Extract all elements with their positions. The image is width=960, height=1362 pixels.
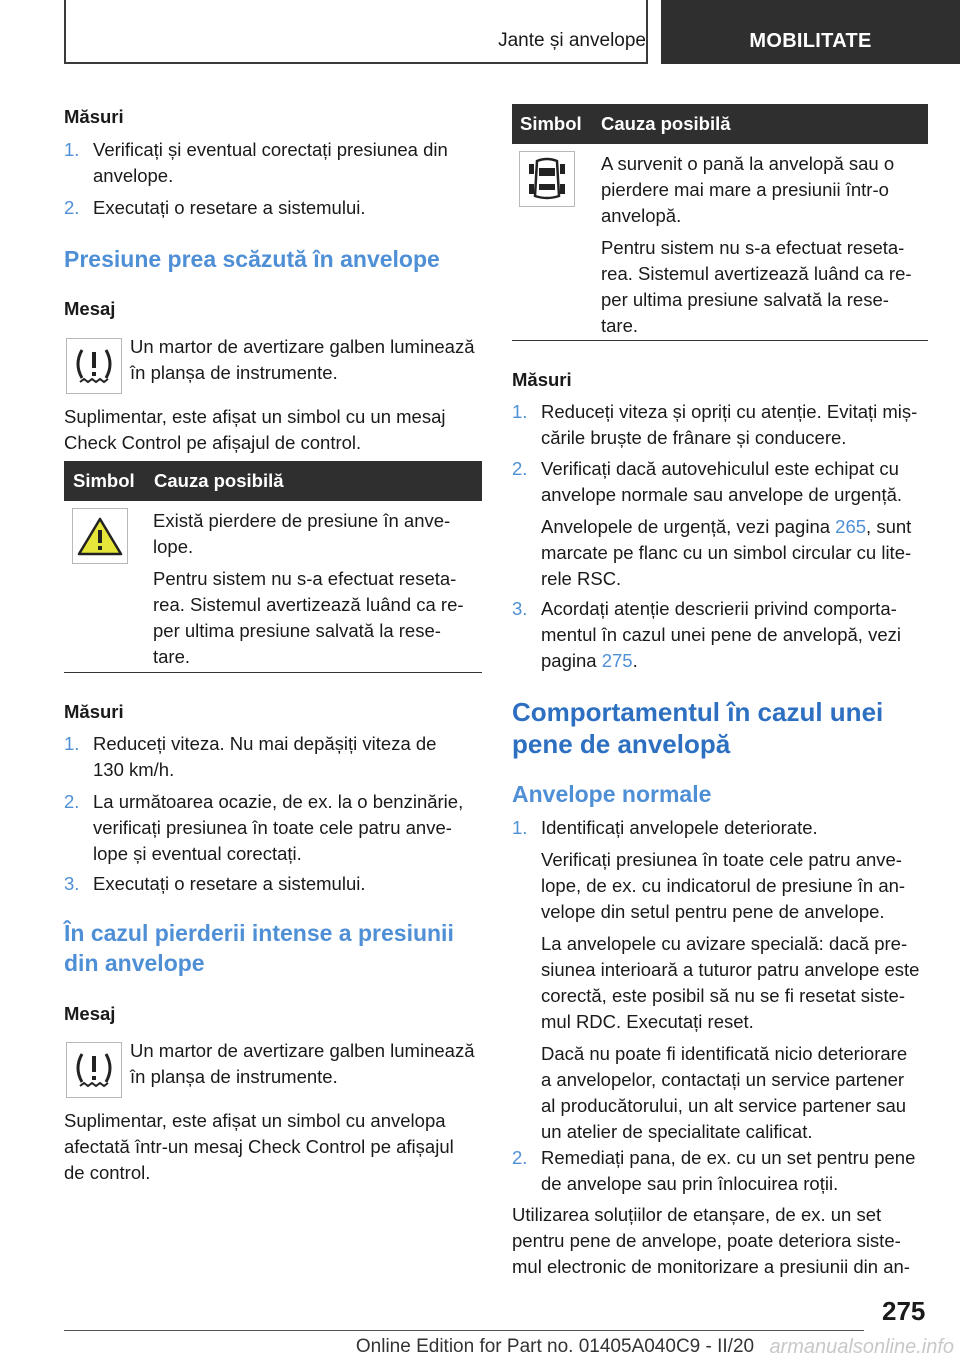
step-number: 1.	[512, 817, 528, 838]
info-text: afectată într-un mesaj Check Control pe afișajul	[64, 1136, 454, 1157]
step-number: 2.	[64, 791, 80, 812]
table-cell-text: pierdere mai mare a presiunii într-o	[601, 179, 889, 200]
step-text: Identificați anvelopele deteriorate.	[541, 817, 818, 838]
info-text: de control.	[64, 1162, 151, 1183]
step-text: rele RSC.	[541, 568, 622, 589]
table-header	[512, 104, 928, 144]
step-text: cările bruște de frânare și conducere.	[541, 427, 847, 448]
step-text: anvelope normale sau anvelope de urgență.	[541, 484, 903, 505]
step-text: Verificați presiunea în toate cele patru anve-	[541, 849, 902, 870]
page-link-265[interactable]: 265	[835, 516, 867, 537]
table-cell-text: rea. Sistemul avertizează luând ca re-	[153, 594, 464, 615]
table-cell-text: tare.	[153, 646, 191, 667]
step-text: 130 km/h.	[93, 759, 175, 780]
column-header-cause: Cauza posibilă	[154, 470, 284, 491]
step-text: verificați presiunea în toate cele patru anve-	[93, 817, 452, 838]
step-number: 2.	[512, 458, 528, 479]
step-text: corectă, este posibil să nu se fi resetat siste-	[541, 985, 906, 1006]
step-number: 3.	[64, 873, 80, 894]
step-text: al producătorului, un alt service partener sau	[541, 1095, 907, 1116]
header-frame-left	[64, 0, 66, 64]
table-cell-text: Pentru sistem nu s-a efectuat reseta-	[601, 237, 905, 258]
step-text: Executați o resetare a sistemului.	[93, 197, 366, 218]
step-text: siunea interioară a tuturor patru anvelope este	[541, 959, 920, 980]
step-text: anvelope.	[93, 165, 174, 186]
step-text: Dacă nu poate fi identificată nicio deteriorare	[541, 1043, 908, 1064]
extra-info	[64, 1108, 454, 1186]
table-header	[64, 461, 482, 501]
table-cell-text: lope.	[153, 536, 194, 557]
message-title: Mesaj	[64, 1003, 116, 1024]
step-number: 1.	[64, 733, 80, 754]
header-frame-bottom	[64, 62, 648, 64]
page-link-275[interactable]: 275	[601, 650, 633, 671]
warning-message	[130, 1038, 490, 1090]
paragraph-text: mul electronic de monitorizare a presiunii din an-	[512, 1256, 910, 1277]
step-text: pagina	[541, 650, 602, 671]
step-number: 3.	[512, 598, 528, 619]
tire-pressure-warning-icon	[66, 338, 122, 394]
table-cell-text: Pentru sistem nu s-a efectuat reseta-	[153, 568, 457, 589]
message-text: Un martor de avertizare galben luminează	[130, 336, 475, 357]
table-bottom-rule	[64, 672, 482, 673]
closing-paragraph	[512, 1202, 932, 1280]
extra-info	[64, 404, 446, 456]
table-cell-text: Există pierdere de presiune în anve-	[153, 510, 451, 531]
step-number: 1.	[64, 139, 80, 160]
step-text-with-link	[541, 648, 928, 674]
column-header-cause: Cauza posibilă	[601, 113, 731, 134]
header-chapter-tab[interactable]	[661, 0, 960, 64]
warning-triangle-icon	[72, 508, 128, 564]
section-heading-normal-tires: Anvelope normale	[512, 781, 712, 807]
step-text: lope, de ex. cu indicatorul de presiune în an-	[541, 875, 906, 896]
message-text: Un martor de avertizare galben luminează	[130, 1040, 475, 1061]
car-tire-failure-icon	[519, 151, 575, 207]
step-text: Executați o resetare a sistemului.	[93, 873, 366, 894]
step-text: Acordați atenție descrierii privind comporta-	[541, 598, 897, 619]
footer-rule	[64, 1330, 864, 1331]
table-bottom-rule	[512, 340, 928, 341]
table-cell-text: per ultima presiune salvată la rese-	[153, 620, 441, 641]
chapter-heading-flat-tire	[512, 696, 928, 760]
step-text: a anvelopelor, contactați un service partener	[541, 1069, 905, 1090]
step-text: Reduceți viteza. Nu mai depășiți viteza de	[93, 733, 437, 754]
step-text: un atelier de specialitate calificat.	[541, 1121, 813, 1142]
step-paragraph	[541, 1041, 928, 1145]
column-header-symbol: Simbol	[73, 470, 135, 491]
paragraph-text: Utilizarea soluțiilor de etanșare, de ex. un set	[512, 1204, 882, 1225]
table-cell-text: per ultima presiune salvată la rese-	[601, 289, 889, 310]
step-paragraph	[541, 514, 928, 540]
info-text: Suplimentar, este afișat un simbol cu anvelopa	[64, 1110, 446, 1131]
step-text: Anvelopele de urgență, vezi pagina	[541, 516, 836, 537]
step-text: , sunt	[866, 516, 912, 537]
header-section-title: Jante și anvelope	[498, 30, 646, 51]
heading-line: pene de anvelopă	[512, 729, 731, 759]
table-cell-text: anvelopă.	[601, 205, 682, 226]
message-text: în planșa de instrumente.	[130, 362, 338, 383]
chapter-label: MOBILITATE	[749, 30, 872, 52]
step-text: lope și eventual corectați.	[93, 843, 302, 864]
measures-title: Măsuri	[512, 369, 572, 390]
step-text: Verificați și eventual corectați presiunea din	[93, 139, 448, 160]
info-text: Suplimentar, este afișat un simbol cu un mesaj	[64, 406, 446, 427]
step-text: Verificați dacă autovehiculul este echipat cu	[541, 458, 899, 479]
info-text: Check Control pe afișajul de control.	[64, 432, 362, 453]
step-number: 2.	[512, 1147, 528, 1168]
edition-note: Online Edition for Part no. 01405A040C9 - II/20	[355, 1336, 755, 1357]
tire-pressure-warning-icon	[66, 1042, 122, 1098]
step-paragraph	[541, 931, 928, 1035]
table-row	[601, 151, 931, 339]
message-text: în planșa de instrumente.	[130, 1066, 338, 1087]
step-text: La anvelopele cu avizare specială: dacă pre-	[541, 933, 908, 954]
step-number: 2.	[64, 197, 80, 218]
step-text: marcate pe flanc cu un simbol circular cu lite-	[541, 542, 912, 563]
table-cell-text: A survenit o pană la anvelopă sau o	[601, 153, 895, 174]
column-header-symbol: Simbol	[520, 113, 582, 134]
step-text: mul RDC. Executați reset.	[541, 1011, 754, 1032]
heading-line: În cazul pierderii intense a presiunii	[64, 920, 454, 946]
table-cell-text: tare.	[601, 315, 639, 336]
step-text: Reduceți viteza și opriți cu atenție. Evitați miș-	[541, 401, 918, 422]
message-title: Mesaj	[64, 298, 116, 319]
section-heading-low-pressure: Presiune prea scăzută în anvelope	[64, 246, 440, 272]
table-cell-text: rea. Sistemul avertizează luând ca re-	[601, 263, 912, 284]
header-frame-right	[646, 0, 648, 64]
warning-message	[130, 334, 490, 386]
step-number: 1.	[512, 401, 528, 422]
watermark: armanualsonline.info	[769, 1336, 954, 1358]
step-text: de anvelope sau prin înlocuirea roții.	[541, 1173, 839, 1194]
measures-title: Măsuri	[64, 106, 124, 127]
section-heading-intense-loss	[64, 918, 482, 978]
step-text: La următoarea ocazie, de ex. la o benzinărie,	[93, 791, 464, 812]
heading-line: din anvelope	[64, 950, 205, 976]
page-number: 275	[882, 1296, 926, 1326]
step-text: velope din setul pentru pene de anvelope.	[541, 901, 885, 922]
measures-title: Măsuri	[64, 701, 124, 722]
step-text: mentul în cazul unei pene de anvelopă, vezi	[541, 624, 901, 645]
heading-line: Comportamentul în cazul unei	[512, 697, 884, 727]
paragraph-text: pentru pene de anvelope, poate deteriora siste-	[512, 1230, 901, 1251]
step-paragraph	[541, 847, 928, 925]
table-row	[153, 508, 483, 670]
step-text: .	[632, 650, 638, 671]
step-text: Remediați pana, de ex. cu un set pentru pene	[541, 1147, 916, 1168]
